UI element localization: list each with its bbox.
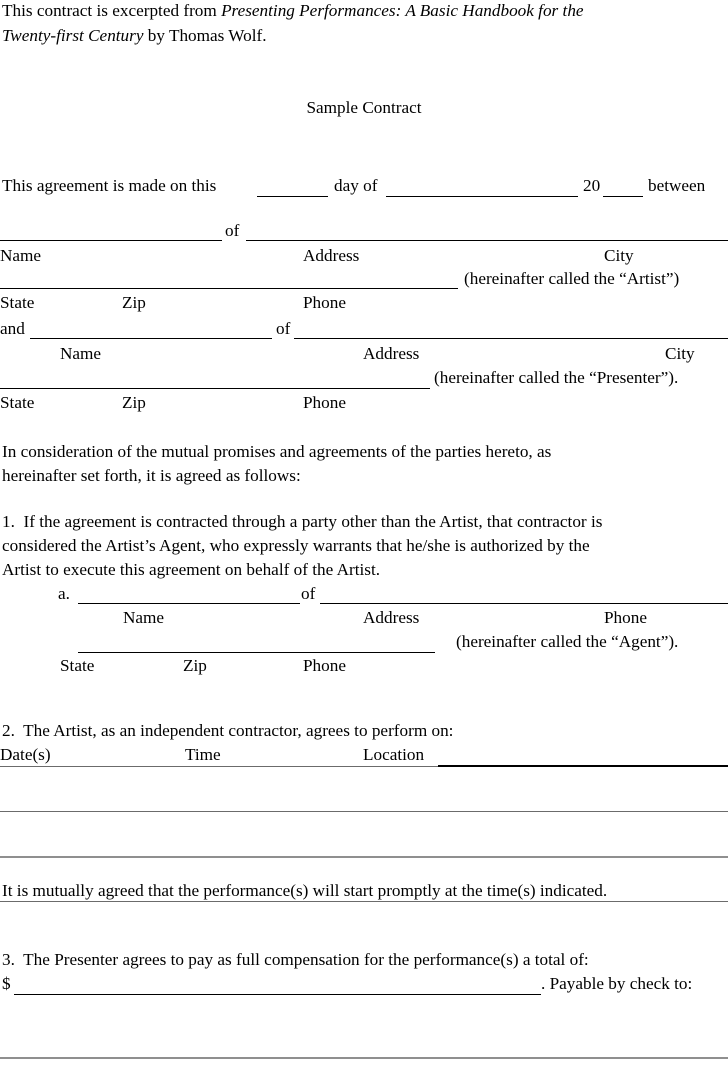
clause-1-line-3: Artist to execute this agreement on behalf of the Artist. [2, 560, 381, 579]
clause-3-heading: 3. The Presenter agrees to pay as full compensation for the performance(s) a total of: [2, 950, 589, 969]
presenter-label-state: State [0, 393, 35, 412]
clause-1-line-2: considered the Artist’s Agent, who expressly warrants that he/she is authorized by the [2, 536, 590, 555]
artist-label-zip: Zip [122, 293, 146, 312]
agent-label-phone: Phone [303, 656, 346, 675]
artist-label-city: City [604, 246, 634, 265]
opening-line-part-2: day of [334, 176, 378, 195]
source-note-text-plain: This contract is excerpted from [2, 1, 222, 20]
presenter-address-city-blank[interactable] [294, 338, 728, 339]
agent-state-zip-phone-blank[interactable] [78, 652, 435, 653]
opening-day-blank[interactable] [257, 196, 328, 197]
clause-2-label-dates: Date(s) [0, 745, 51, 764]
opening-line-part-4: between [648, 176, 706, 195]
clause-3-payee-blank[interactable] [0, 1057, 728, 1059]
mutual-agreement-note: It is mutually agreed that the performance(s) will start promptly at the time(s) indicated. [2, 881, 608, 900]
pre-mutual-note-rule[interactable] [0, 901, 728, 902]
presenter-label-phone: Phone [303, 393, 346, 412]
artist-address-city-blank[interactable] [246, 240, 728, 241]
source-note-author: by Thomas Wolf. [143, 26, 267, 45]
source-note-line-2 [2, 27, 267, 44]
clause-2-label-time: Time [185, 745, 221, 764]
agent-label-state: State [60, 656, 95, 675]
agent-label-phone-top: Phone [604, 608, 647, 627]
artist-label-address: Address [303, 246, 360, 265]
agent-hereinafter: (hereinafter called the “Agent”). [456, 632, 679, 651]
presenter-hereinafter: (hereinafter called the “Presenter”). [434, 368, 679, 387]
clause-2-location-blank[interactable] [438, 765, 728, 767]
presenter-label-zip: Zip [122, 393, 146, 412]
presenter-label-city: City [665, 344, 695, 363]
clause-1-line-1: 1. If the agreement is contracted through a party other than the Artist, that contractor is [2, 512, 603, 531]
presenter-label-name: Name [60, 344, 102, 363]
agent-of-label: of [301, 584, 316, 603]
clause-3-amount-blank[interactable] [14, 994, 541, 995]
clause-2-heading: 2. The Artist, as an independent contractor, agrees to perform on: [2, 721, 454, 740]
consideration-line-2: hereinafter set forth, it is agreed as follows: [2, 466, 301, 485]
clause-3-tail: . Payable by check to: [541, 974, 693, 993]
opening-line-part-1: This agreement is made on this [2, 176, 217, 195]
presenter-name-blank[interactable] [30, 338, 272, 339]
clause-2-label-location: Location [363, 745, 425, 764]
clause-3-dollar-sign: $ [2, 974, 11, 993]
page-title: Sample Contract [306, 98, 422, 117]
clause-2-label-underline [0, 766, 440, 767]
opening-year-blank[interactable] [603, 196, 643, 197]
artist-state-zip-phone-blank[interactable] [0, 288, 458, 289]
artist-label-phone: Phone [303, 293, 346, 312]
consideration-line-1: In consideration of the mutual promises and agreements of the parties hereto, as [2, 442, 552, 461]
agent-label-address: Address [363, 608, 420, 627]
artist-name-blank[interactable] [0, 240, 222, 241]
agent-label-zip: Zip [183, 656, 207, 675]
presenter-label-address: Address [363, 344, 420, 363]
agent-label-name: Name [123, 608, 165, 627]
source-note-book-title-part-2: Twenty-first Century [2, 26, 144, 45]
artist-label-name: Name [0, 246, 42, 265]
agent-name-blank[interactable] [78, 603, 300, 604]
presenter-of-label: of [276, 319, 291, 338]
presenter-and-label: and [0, 319, 25, 338]
source-note-line-1 [2, 2, 584, 19]
source-note-book-title-part-1: Presenting Performances: A Basic Handbook for the [221, 1, 584, 20]
artist-hereinafter: (hereinafter called the “Artist”) [464, 269, 680, 288]
clause-2-blank-line-2[interactable] [0, 856, 728, 858]
artist-label-state: State [0, 293, 35, 312]
opening-month-blank[interactable] [386, 196, 578, 197]
agent-item-marker: a. [58, 584, 70, 603]
artist-of-label: of [225, 221, 240, 240]
presenter-state-zip-phone-blank[interactable] [0, 388, 430, 389]
agent-address-phone-blank[interactable] [320, 603, 728, 604]
clause-2-blank-line-1[interactable] [0, 811, 728, 812]
opening-line-part-3: 20 [583, 176, 601, 195]
